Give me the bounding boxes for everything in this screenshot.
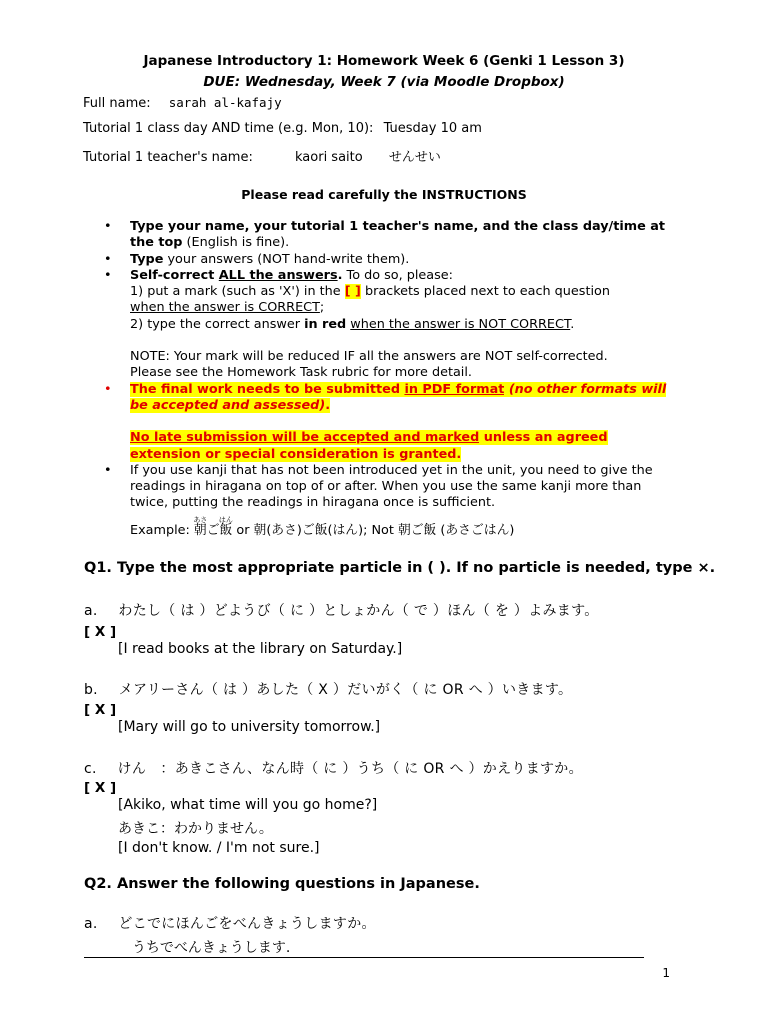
question-letter: a. xyxy=(84,916,98,932)
bullet-icon: • xyxy=(104,251,112,267)
instruction-item xyxy=(104,382,676,463)
instruction-item xyxy=(104,252,676,268)
class-time-value: Tuesday 10 am xyxy=(383,121,482,136)
instruction-text: If you use kanji that has not been introduced yet in the unit, you need to give the readings in hiragana on top of or after. When you use the same kanji more than twice, putting the readings in hiragana once is sufficient. xyxy=(130,462,653,511)
instruction-text: unless an agreed extension or special consideration is granted. xyxy=(130,430,608,462)
q1-c xyxy=(84,758,583,778)
translation: [Akiko, what time will you go home?] xyxy=(118,797,378,813)
q1-a xyxy=(84,600,599,620)
due-date: DUE: Wednesday, Week 7 (via Moodle Dropbox) xyxy=(203,74,565,90)
instruction-text: No late submission will be accepted and marked xyxy=(130,430,480,446)
instruction-text: The final work needs to be submitted xyxy=(130,381,405,397)
example-reading: あさ xyxy=(193,515,208,524)
question-sentence: どこでにほんごをべんきょうしますか。 xyxy=(118,916,376,932)
q1-heading: Q1. Type the most appropriate particle in ( ). If no particle is needed, type ×. xyxy=(84,560,716,576)
bullet-icon: • xyxy=(104,219,112,234)
teacher-label: Tutorial 1 teacher's name: xyxy=(83,150,253,165)
example-kana: ご xyxy=(206,522,220,538)
instruction-text: Self-correct xyxy=(130,267,219,283)
class-time-row xyxy=(83,121,482,136)
example-rest: or 朝(あさ)ご飯(はん); Not 朝ご飯 (あさごはん) xyxy=(232,522,515,538)
self-check-mark: [ X ] xyxy=(84,702,117,718)
example-kanji: 飯 xyxy=(218,522,233,538)
question-letter: a. xyxy=(84,603,98,619)
q2-a xyxy=(84,913,376,933)
instruction-text: . xyxy=(337,267,343,283)
self-check-mark: [ X ] xyxy=(84,624,117,640)
answer-text: うちでべんきょうします. xyxy=(132,940,291,956)
instructions-list xyxy=(104,219,676,539)
instruction-text: . xyxy=(570,316,575,332)
instruction-text: when the answer is CORRECT xyxy=(130,300,320,316)
page-title: Japanese Introductory 1: Homework Week 6 (Genki 1 Lesson 3) xyxy=(143,53,625,69)
instruction-text: in PDF format xyxy=(404,381,505,397)
instruction-text: (no other formats will be accepted and assessed) xyxy=(130,381,667,413)
translation: [Mary will go to university tomorrow.] xyxy=(118,719,381,735)
q2-heading: Q2. Answer the following questions in Japanese. xyxy=(84,876,480,892)
instruction-text: 2) type the correct answer xyxy=(130,316,305,332)
example-reading: はん xyxy=(218,515,233,524)
note-text: NOTE: Your mark will be reduced IF all the answers are NOT self-corrected. xyxy=(130,349,608,365)
reply-sentence: あきこ：わかりません。 xyxy=(118,821,273,837)
instruction-text: Type your name, your tutorial 1 teacher's name, and the class day/time at the top xyxy=(130,219,665,251)
note-text: Please see the Homework Task rubric for more detail. xyxy=(130,365,472,381)
teacher-suffix: せんせい xyxy=(388,150,441,165)
self-check-mark: [ X ] xyxy=(84,780,117,796)
question-sentence: メアリーさん（ は ）あした（ X ）だいがく（ に OR へ ）いきます。 xyxy=(118,682,573,698)
bracket-sample: [ ] xyxy=(344,284,361,300)
question-letter: c. xyxy=(84,761,97,777)
bullet-icon: • xyxy=(104,462,112,478)
instruction-text: your answers (NOT hand-write them). xyxy=(163,251,410,267)
instruction-text: ALL the answers xyxy=(218,267,338,283)
instruction-text: 1) put a mark (such as 'X') in the xyxy=(130,284,345,300)
instruction-text: . xyxy=(325,397,331,413)
instruction-text: Type xyxy=(130,251,164,267)
full-name-row xyxy=(83,95,282,111)
answer-line xyxy=(84,957,644,958)
instruction-text: when the answer is NOT CORRECT xyxy=(350,316,571,332)
bullet-icon: • xyxy=(104,381,112,397)
teacher-value: kaori saito xyxy=(295,150,363,165)
full-name-label: Full name: xyxy=(83,96,151,111)
translation: [I read books at the library on Saturday.] xyxy=(118,641,403,657)
example-label: Example: xyxy=(130,522,194,538)
instruction-text: (English is fine). xyxy=(182,235,290,251)
kanji-example xyxy=(130,516,514,539)
bullet-icon: • xyxy=(104,267,112,283)
question-sentence: わたし（ は ）どようび（ に ）としょかん（ で ）ほん（ を ）よみます。 xyxy=(118,603,599,619)
page-number: 1 xyxy=(662,966,670,980)
teacher-row xyxy=(83,146,441,165)
instruction-text: ; xyxy=(319,300,325,316)
q1-b xyxy=(84,679,572,699)
instructions-heading: Please read carefully the INSTRUCTIONS xyxy=(241,187,527,202)
instruction-text: brackets placed next to each question xyxy=(360,284,610,300)
instruction-text: in red xyxy=(304,316,347,332)
instruction-text: To do so, please: xyxy=(342,267,453,283)
instruction-item xyxy=(104,268,676,382)
instruction-item xyxy=(104,219,676,252)
instruction-item xyxy=(104,463,676,539)
translation: [I don't know. / I'm not sure.] xyxy=(118,840,320,856)
class-time-label: Tutorial 1 class day AND time (e.g. Mon, 10): xyxy=(83,121,374,136)
example-kanji: 朝 xyxy=(193,522,208,538)
question-sentence: けん ：あきこさん、なん時（ に ）うち（ に OR へ ）かえりますか。 xyxy=(117,761,583,777)
full-name-value: sarah al-kafajy xyxy=(168,95,282,110)
question-letter: b. xyxy=(84,682,98,698)
